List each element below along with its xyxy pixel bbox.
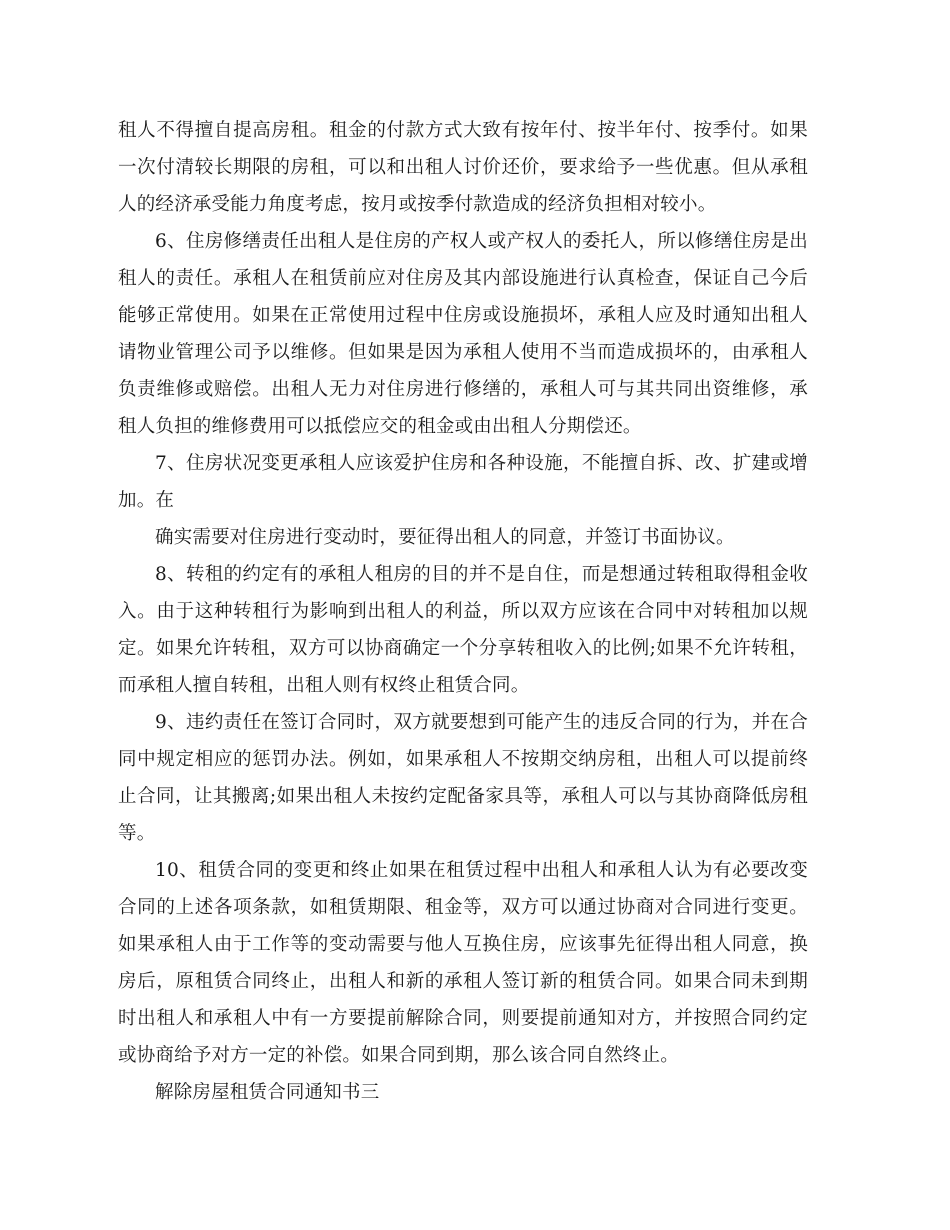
paragraph-rent-payment: 租人不得擅自提高房租。租金的付款方式大致有按年付、按半年付、按季付。如果一次付清较长期限的房租，可以和出租人讨价还价，要求给予一些优惠。但从承租人的经济承受能力角度考虑，按月或按季付款造成的经济负担相对较小。 (118, 120, 808, 215)
section-heading: 解除房屋租赁合同通知书三 (155, 1082, 380, 1103)
paragraph-sublease: 8、转租的约定有的承租人租房的目的并不是自住，而是想通过转租取得租金收入。由于这种转租行为影响到出租人的利益，所以双方应该在合同中对转租加以规定。如果允许转租，双方可以协商确定一个分享转租收入的比例;如果不允许转租，而承租人擅自转租，出租人则有权终止租赁合同。 (118, 564, 808, 696)
paragraph-housing-change-consent: 确实需要对住房进行变动时，要征得出租人的同意，并签订书面协议。 (155, 527, 735, 548)
document-body (118, 112, 808, 1111)
paragraph-contract-change-termination: 10、租赁合同的变更和终止如果在租赁过程中出租人和承租人认为有必要改变合同的上述各项条款，如租赁期限、租金等，双方可以通过协商对合同进行变更。如果承租人由于工作等的变动需要与他人互换住房，应该事先征得出租人同意，换房后，原租赁合同终止，出租人和新的承租人签订新的租赁合同。如果合同未到期时出租人和承租人中有一方要提前解除合同，则要提前通知对方，并按照合同约定或协商给予对方一定的补偿。如果合同到期，那么该合同自然终止。 (118, 860, 808, 1066)
paragraph-repair-responsibility: 6、住房修缮责任出租人是住房的产权人或产权人的委托人，所以修缮住房是出租人的责任。承租人在租赁前应对住房及其内部设施进行认真检查，保证自己今后能够正常使用。如果在正常使用过程中住房或设施损坏，承租人应及时通知出租人请物业管理公司予以维修。但如果是因为承租人使用不当而造成损坏的，由承租人负责维修或赔偿。出租人无力对住房进行修缮的，承租人可与其共同出资维修，承租人负担的维修费用可以抵偿应交的租金或由出租人分期偿还。 (118, 231, 808, 437)
paragraph-breach-liability: 9、违约责任在签订合同时，双方就要想到可能产生的违反合同的行为，并在合同中规定相应的惩罚办法。例如，如果承租人不按期交纳房租，出租人可以提前终止合同，让其搬离;如果出租人未按约定配备家具等，承租人可以与其协商降低房租等。 (118, 712, 808, 844)
paragraph-housing-change: 7、住房状况变更承租人应该爱护住房和各种设施，不能擅自拆、改、扩建或增加。在 (118, 453, 808, 511)
